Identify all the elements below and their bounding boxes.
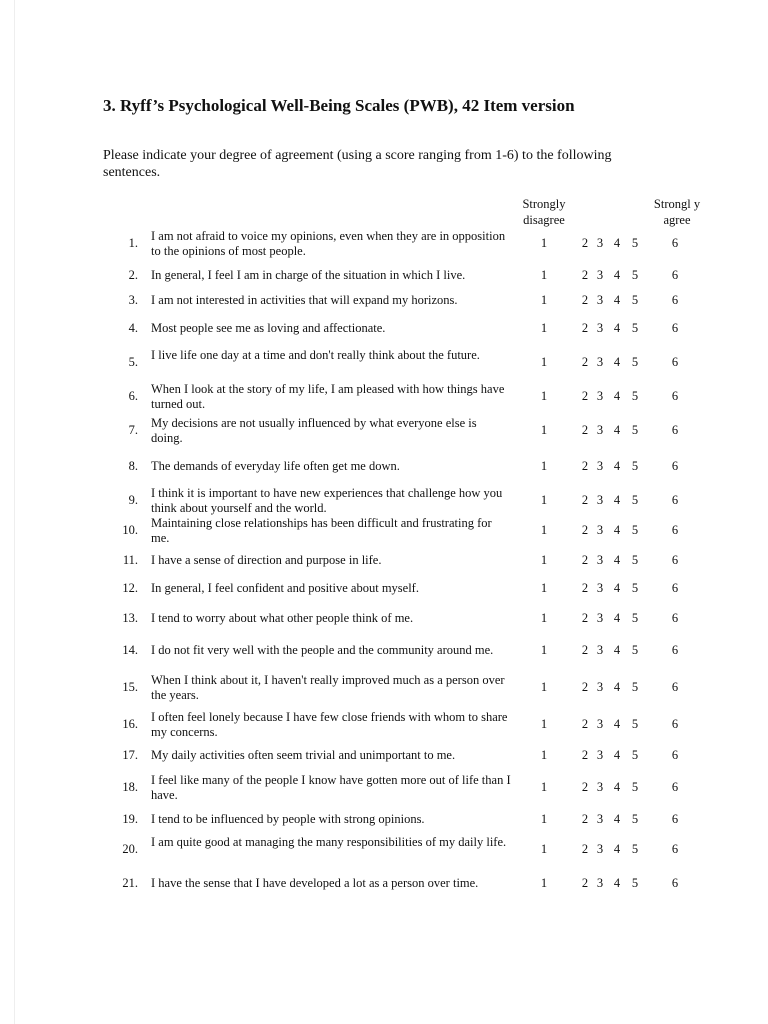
- score-option-1[interactable]: 1: [540, 748, 548, 762]
- item-text: When I look at the story of my life, I am pleased with how things have turned out.: [151, 382, 505, 411]
- score-option-4[interactable]: 4: [613, 780, 621, 794]
- item-text: I have the sense that I have developed a lot as a person over time.: [151, 876, 479, 890]
- item-number: 14.: [122, 643, 138, 657]
- score-option-3[interactable]: 3: [596, 523, 604, 537]
- score-option-3[interactable]: 3: [596, 553, 604, 567]
- score-option-4[interactable]: 4: [613, 293, 621, 307]
- score-option-5[interactable]: 5: [631, 680, 639, 694]
- score-option-5[interactable]: 5: [631, 553, 639, 567]
- score-option-1[interactable]: 1: [540, 717, 548, 731]
- item-number: 12.: [122, 581, 138, 595]
- score-option-5[interactable]: 5: [631, 842, 639, 856]
- item-number: 18.: [122, 780, 138, 794]
- score-option-4[interactable]: 4: [613, 581, 621, 595]
- score-option-6[interactable]: 6: [671, 611, 679, 625]
- score-option-6[interactable]: 6: [671, 355, 679, 369]
- score-option-3[interactable]: 3: [596, 268, 604, 282]
- item-number: 17.: [122, 748, 138, 762]
- score-option-5[interactable]: 5: [631, 236, 639, 250]
- score-option-3[interactable]: 3: [596, 876, 604, 890]
- item-number: 5.: [128, 355, 138, 369]
- score-option-3[interactable]: 3: [596, 321, 604, 335]
- item-number: 6.: [128, 389, 138, 403]
- score-option-2[interactable]: 2: [581, 493, 589, 507]
- item-number: 9.: [128, 493, 138, 507]
- score-option-6[interactable]: 6: [671, 493, 679, 507]
- score-option-3[interactable]: 3: [596, 717, 604, 731]
- score-option-1[interactable]: 1: [540, 812, 548, 826]
- score-option-4[interactable]: 4: [613, 842, 621, 856]
- score-option-2[interactable]: 2: [581, 643, 589, 657]
- score-option-5[interactable]: 5: [631, 611, 639, 625]
- score-option-2[interactable]: 2: [581, 355, 589, 369]
- item-text: I tend to worry about what other people think of me.: [151, 611, 414, 625]
- score-option-3[interactable]: 3: [596, 748, 604, 762]
- score-option-1[interactable]: 1: [540, 842, 548, 856]
- document-title: 3. Ryff’s Psychological Well-Being Scales (PWB), 42 Item version: [103, 96, 575, 115]
- item-number: 19.: [122, 812, 138, 826]
- score-option-5[interactable]: 5: [631, 780, 639, 794]
- score-option-4[interactable]: 4: [613, 389, 621, 403]
- item-number: 11.: [122, 553, 138, 567]
- score-option-3[interactable]: 3: [596, 842, 604, 856]
- score-option-5[interactable]: 5: [631, 812, 639, 826]
- score-option-2[interactable]: 2: [581, 680, 589, 694]
- score-option-2[interactable]: 2: [581, 780, 589, 794]
- item-text: In general, I feel confident and positive about myself.: [151, 581, 419, 595]
- score-option-2[interactable]: 2: [581, 876, 589, 890]
- score-option-6[interactable]: 6: [671, 236, 679, 250]
- item-text: I am not interested in activities that will expand my horizons.: [151, 293, 458, 307]
- header-strongly-agree: Strongl y agree: [653, 197, 701, 227]
- item-text: Most people see me as loving and affectionate.: [151, 321, 386, 335]
- item-text: I often feel lonely because I have few close friends with whom to share my concerns.: [151, 710, 508, 739]
- score-option-5[interactable]: 5: [631, 423, 639, 437]
- score-option-4[interactable]: 4: [613, 611, 621, 625]
- score-option-3[interactable]: 3: [596, 812, 604, 826]
- score-option-1[interactable]: 1: [540, 611, 548, 625]
- score-option-1[interactable]: 1: [540, 876, 548, 890]
- score-option-5[interactable]: 5: [631, 459, 639, 473]
- score-option-4[interactable]: 4: [613, 321, 621, 335]
- item-text: The demands of everyday life often get me down.: [151, 459, 400, 473]
- score-option-6[interactable]: 6: [671, 268, 679, 282]
- score-option-3[interactable]: 3: [596, 643, 604, 657]
- score-option-2[interactable]: 2: [581, 842, 589, 856]
- score-option-5[interactable]: 5: [631, 293, 639, 307]
- score-option-4[interactable]: 4: [613, 355, 621, 369]
- score-option-6[interactable]: 6: [671, 459, 679, 473]
- score-option-6[interactable]: 6: [671, 293, 679, 307]
- item-text: My daily activities often seem trivial and unimportant to me.: [151, 748, 456, 762]
- score-option-2[interactable]: 2: [581, 611, 589, 625]
- score-option-1[interactable]: 1: [540, 780, 548, 794]
- score-option-3[interactable]: 3: [596, 459, 604, 473]
- item-text: I think it is important to have new experiences that challenge how you think about yourself and the world.: [151, 486, 503, 515]
- item-text: I feel like many of the people I know have gotten more out of life than I have.: [151, 773, 511, 802]
- score-option-3[interactable]: 3: [596, 780, 604, 794]
- score-option-3[interactable]: 3: [596, 423, 604, 437]
- score-option-5[interactable]: 5: [631, 748, 639, 762]
- item-text: Maintaining close relationships has been difficult and frustrating for me.: [151, 516, 492, 545]
- score-option-6[interactable]: 6: [671, 876, 679, 890]
- item-number: 20.: [122, 842, 138, 856]
- score-option-4[interactable]: 4: [613, 812, 621, 826]
- item-number: 13.: [122, 611, 138, 625]
- item-text: When I think about it, I haven't really improved much as a person over the years.: [151, 673, 505, 702]
- item-text: I am not afraid to voice my opinions, even when they are in opposition to the opinions of most people.: [151, 229, 506, 258]
- score-option-6[interactable]: 6: [671, 523, 679, 537]
- score-option-3[interactable]: 3: [596, 293, 604, 307]
- score-option-1[interactable]: 1: [540, 321, 548, 335]
- score-option-3[interactable]: 3: [596, 389, 604, 403]
- page-edge: [14, 0, 15, 1024]
- score-option-6[interactable]: 6: [671, 423, 679, 437]
- score-option-4[interactable]: 4: [613, 459, 621, 473]
- score-option-2[interactable]: 2: [581, 553, 589, 567]
- score-option-6[interactable]: 6: [671, 643, 679, 657]
- score-option-2[interactable]: 2: [581, 236, 589, 250]
- item-text: I am quite good at managing the many responsibilities of my daily life.: [151, 835, 507, 849]
- score-option-2[interactable]: 2: [581, 389, 589, 403]
- score-option-1[interactable]: 1: [540, 493, 548, 507]
- score-option-6[interactable]: 6: [671, 389, 679, 403]
- instructions-text: Please indicate your degree of agreement (using a score ranging from 1-6) to the following sentences.: [103, 148, 612, 180]
- score-option-1[interactable]: 1: [540, 523, 548, 537]
- score-option-1[interactable]: 1: [540, 423, 548, 437]
- score-option-3[interactable]: 3: [596, 680, 604, 694]
- score-option-5[interactable]: 5: [631, 321, 639, 335]
- score-option-3[interactable]: 3: [596, 611, 604, 625]
- item-number: 8.: [128, 459, 138, 473]
- score-option-6[interactable]: 6: [671, 321, 679, 335]
- score-option-2[interactable]: 2: [581, 717, 589, 731]
- score-option-4[interactable]: 4: [613, 876, 621, 890]
- score-option-4[interactable]: 4: [613, 553, 621, 567]
- item-number: 21.: [122, 876, 138, 890]
- header-strongly-disagree: Strongly disagree: [522, 197, 566, 227]
- score-option-6[interactable]: 6: [671, 780, 679, 794]
- score-option-2[interactable]: 2: [581, 581, 589, 595]
- score-option-2[interactable]: 2: [581, 423, 589, 437]
- item-number: 7.: [128, 423, 138, 437]
- score-option-2[interactable]: 2: [581, 268, 589, 282]
- score-option-3[interactable]: 3: [596, 493, 604, 507]
- score-option-2[interactable]: 2: [581, 523, 589, 537]
- score-option-5[interactable]: 5: [631, 581, 639, 595]
- score-option-2[interactable]: 2: [581, 459, 589, 473]
- score-option-1[interactable]: 1: [540, 581, 548, 595]
- score-option-6[interactable]: 6: [671, 842, 679, 856]
- score-option-1[interactable]: 1: [540, 293, 548, 307]
- score-option-5[interactable]: 5: [631, 268, 639, 282]
- item-number: 10.: [122, 523, 138, 537]
- score-option-6[interactable]: 6: [671, 553, 679, 567]
- item-number: 4.: [128, 321, 138, 335]
- score-option-5[interactable]: 5: [631, 389, 639, 403]
- score-option-6[interactable]: 6: [671, 680, 679, 694]
- score-option-4[interactable]: 4: [613, 423, 621, 437]
- item-text: I do not fit very well with the people and the community around me.: [151, 643, 494, 657]
- score-option-3[interactable]: 3: [596, 236, 604, 250]
- item-text: I live life one day at a time and don't really think about the future.: [151, 348, 480, 362]
- score-option-1[interactable]: 1: [540, 680, 548, 694]
- score-option-2[interactable]: 2: [581, 293, 589, 307]
- item-number: 15.: [122, 680, 138, 694]
- item-number: 2.: [128, 268, 138, 282]
- item-text: I tend to be influenced by people with strong opinions.: [151, 812, 425, 826]
- score-option-4[interactable]: 4: [613, 717, 621, 731]
- score-option-3[interactable]: 3: [596, 355, 604, 369]
- score-option-6[interactable]: 6: [671, 748, 679, 762]
- item-text: In general, I feel I am in charge of the situation in which I live.: [151, 268, 466, 282]
- item-text: I have a sense of direction and purpose in life.: [151, 553, 382, 567]
- item-text: My decisions are not usually influenced by what everyone else is doing.: [151, 416, 477, 445]
- score-option-4[interactable]: 4: [613, 643, 621, 657]
- score-option-2[interactable]: 2: [581, 748, 589, 762]
- score-option-4[interactable]: 4: [613, 523, 621, 537]
- score-option-1[interactable]: 1: [540, 643, 548, 657]
- score-option-1[interactable]: 1: [540, 553, 548, 567]
- score-option-4[interactable]: 4: [613, 268, 621, 282]
- score-option-6[interactable]: 6: [671, 812, 679, 826]
- item-number: 16.: [122, 717, 138, 731]
- score-option-1[interactable]: 1: [540, 459, 548, 473]
- score-option-5[interactable]: 5: [631, 876, 639, 890]
- score-option-4[interactable]: 4: [613, 236, 621, 250]
- score-option-1[interactable]: 1: [540, 268, 548, 282]
- item-number: 3.: [128, 293, 138, 307]
- score-option-6[interactable]: 6: [671, 581, 679, 595]
- score-option-3[interactable]: 3: [596, 581, 604, 595]
- score-option-5[interactable]: 5: [631, 523, 639, 537]
- item-number: 1.: [128, 236, 138, 250]
- score-option-4[interactable]: 4: [613, 680, 621, 694]
- score-option-2[interactable]: 2: [581, 812, 589, 826]
- score-option-4[interactable]: 4: [613, 748, 621, 762]
- score-option-2[interactable]: 2: [581, 321, 589, 335]
- score-option-4[interactable]: 4: [613, 493, 621, 507]
- score-option-5[interactable]: 5: [631, 717, 639, 731]
- score-option-5[interactable]: 5: [631, 493, 639, 507]
- score-option-1[interactable]: 1: [540, 236, 548, 250]
- score-option-5[interactable]: 5: [631, 355, 639, 369]
- score-option-6[interactable]: 6: [671, 717, 679, 731]
- score-option-1[interactable]: 1: [540, 355, 548, 369]
- score-option-5[interactable]: 5: [631, 643, 639, 657]
- score-option-1[interactable]: 1: [540, 389, 548, 403]
